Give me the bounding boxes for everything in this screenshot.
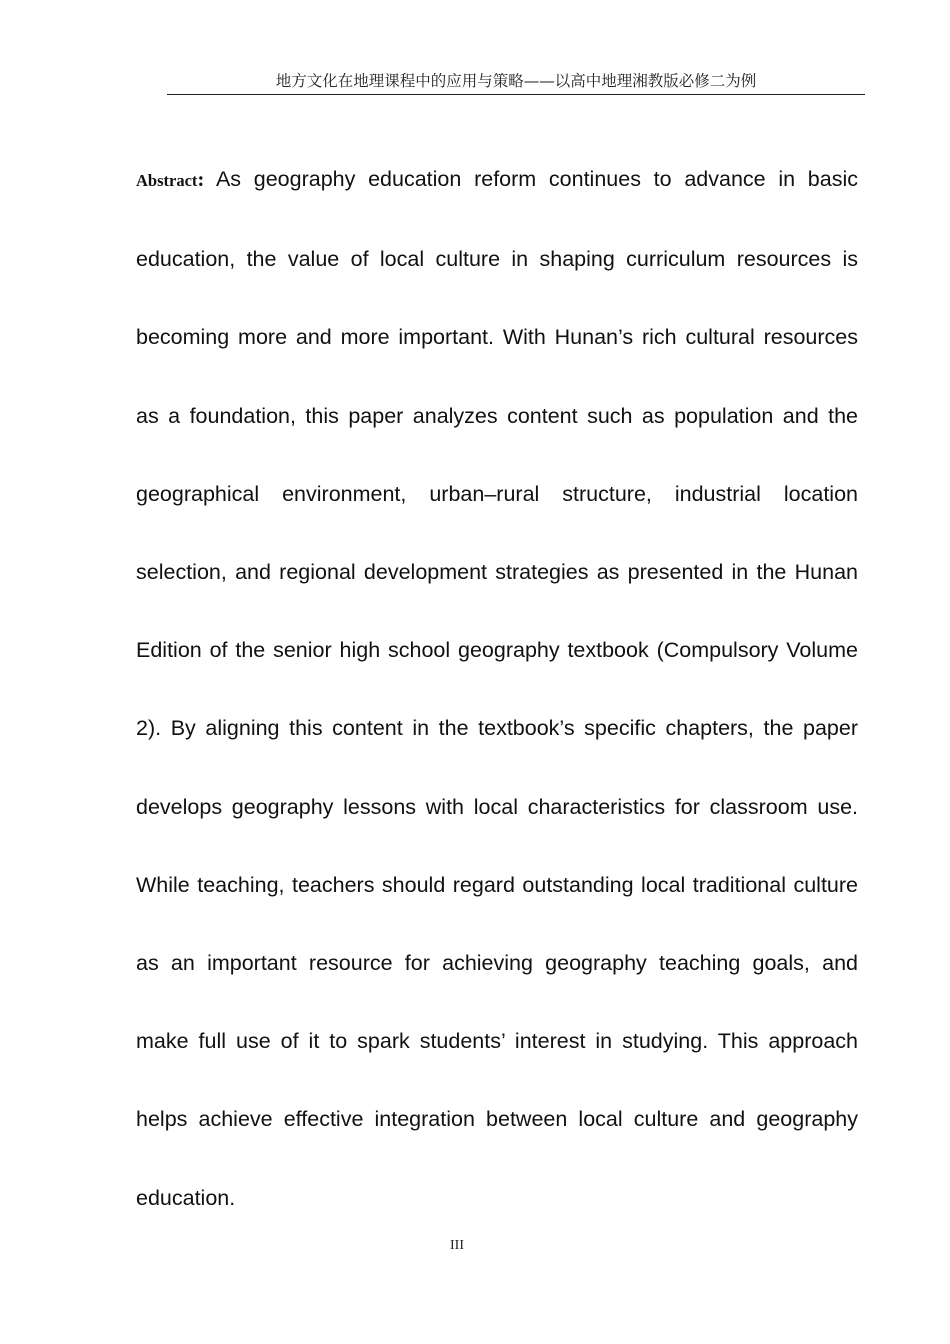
abstract-label: Abstract [136,171,198,190]
abstract-paragraph [136,140,858,1237]
page-number: III [450,1238,464,1253]
abstract-text: As geography education reform continues to advance in basic education, the value of local culture in shaping curriculum resources is becoming more and more important. With Hunan’s rich cultural resources as a foundation, this paper analyzes content such as population and the geographical environment, urban–rural structure, industrial location selection, and regional development strategies as presented in the Hunan Edition of the senior high school geography textbook (Compulsory Volume 2). By aligning this content in the textbook’s specific chapters, the paper develops geography lessons with local characteristics for classroom use. While teaching, teachers should regard outstanding local traditional culture as an important resource for achieving geography teaching goals, and make full use of it to spark students’ interest in studying. This approach helps achieve effective integration between local culture and geography education. [136,167,858,1210]
abstract-colon: : [197,167,205,191]
running-header: 地方文化在地理课程中的应用与策略——以高中地理湘教版必修二为例 [167,70,865,95]
